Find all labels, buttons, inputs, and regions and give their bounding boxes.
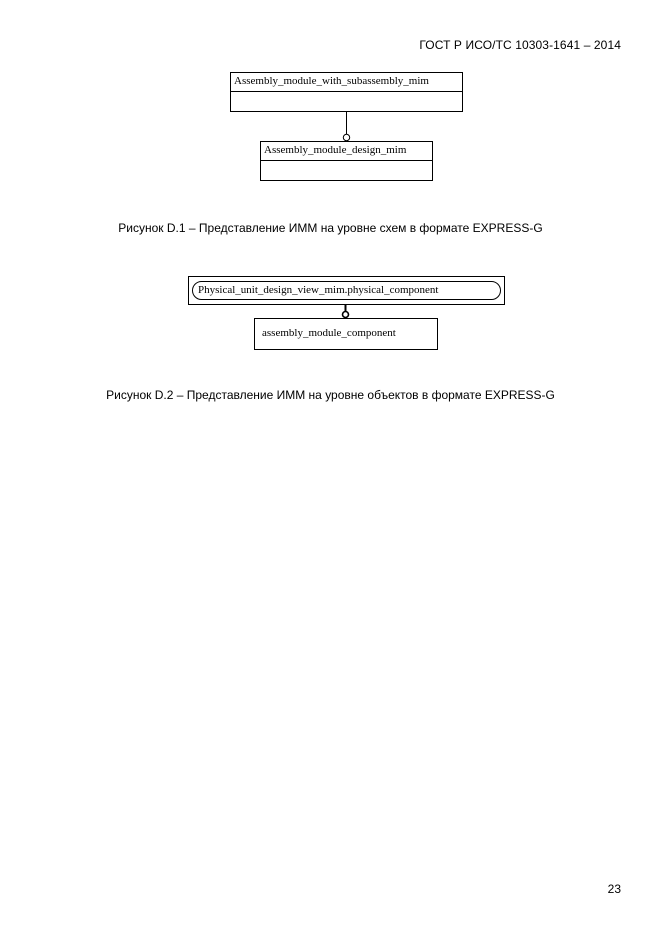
entity-box-bottom-label: assembly_module_component: [262, 327, 396, 339]
figure-2-caption: Рисунок D.2 – Представление ИММ на уровне объектов в формате EXPRESS-G: [106, 388, 555, 402]
page-number: 23: [607, 882, 621, 896]
document-header: ГОСТ Р ИСО/ТС 10303-1641 – 2014: [419, 38, 621, 52]
relationship-circle-icon: [343, 312, 349, 318]
entity-box-bottom: [254, 318, 438, 350]
entity-box-top-label: Physical_unit_design_view_mim.physical_component: [198, 284, 439, 296]
figure-1-caption: Рисунок D.1 – Представление ИММ на уровне схем в формате EXPRESS-G: [118, 221, 543, 235]
schema-box-bottom-label: Assembly_module_design_mim: [261, 142, 432, 161]
schema-box-top-label: Assembly_module_with_subassembly_mim: [231, 73, 462, 92]
